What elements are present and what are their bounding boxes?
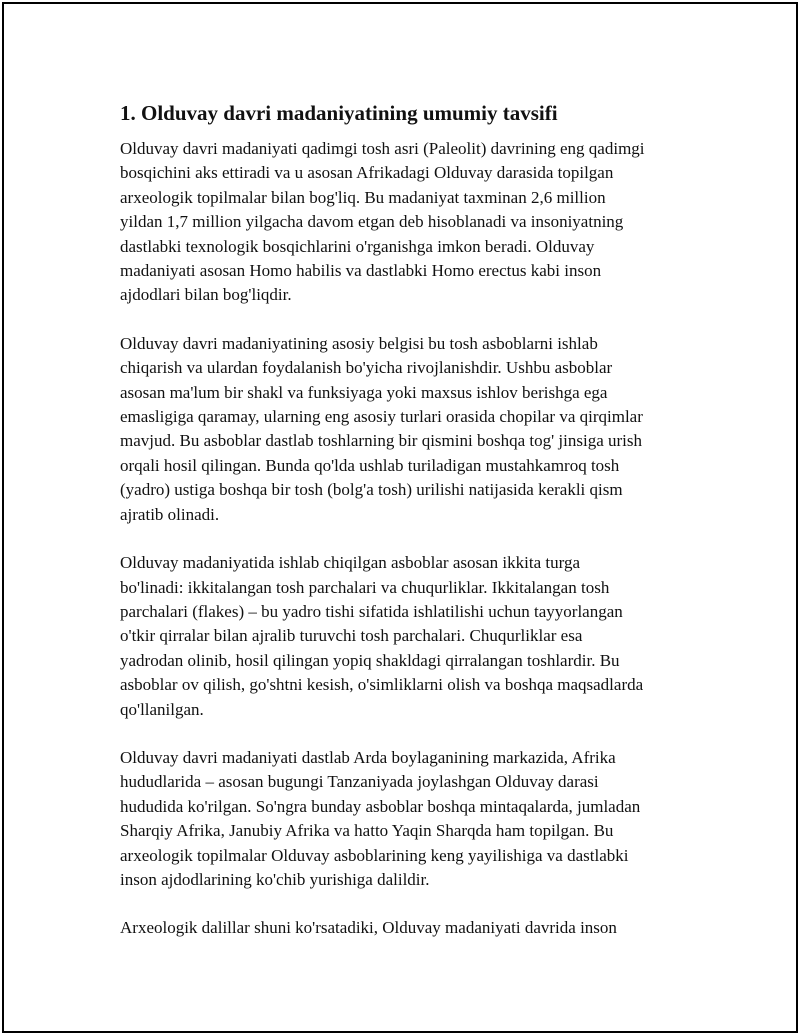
paragraph-line: parchalari (flakes) – bu yadro tishi sifatida ishlatilishi uchun tayyorlangan	[120, 601, 623, 621]
paragraph-line: bosqichini aks ettiradi va u asosan Afrikadagi Olduvay darasida topilgan	[120, 163, 614, 183]
paragraph-line: yildan 1,7 million yilgacha davom etgan deb hisoblanadi va insoniyatning	[120, 212, 624, 232]
paragraph-line: (yadro) ustiga boshqa bir tosh (bolg'a tosh) urilishi natijasida kerakli qism	[120, 480, 623, 500]
paragraph-line: madaniyati asosan Homo habilis va dastlabki Homo erectus kabi inson	[120, 261, 602, 281]
paragraph-line: Olduvay madaniyatida ishlab chiqilgan asboblar asosan ikkita turga	[120, 553, 580, 573]
paragraph-line: mavjud. Bu asboblar dastlab toshlarning bir qismini boshqa tog' jinsiga urish	[120, 431, 642, 451]
paragraph-line: asosan ma'lum bir shakl va funksiyaga yoki maxsus ishlov berishga ega	[120, 382, 608, 402]
paragraph-line: Sharqiy Afrika, Janubiy Afrika va hatto Yaqin Sharqda ham topilgan. Bu	[120, 821, 614, 841]
paragraph-line: hududida ko'rilgan. So'ngra bunday asboblar boshqa mintaqalarda, jumladan	[120, 796, 641, 816]
paragraph-line: Olduvay davri madaniyatining asosiy belgisi bu tosh asboblarni ishlab	[120, 333, 598, 353]
paragraph-line: o'tkir qirralar bilan ajralib turuvchi tosh parchalari. Chuqurliklar esa	[120, 626, 583, 646]
paragraph-3	[120, 551, 700, 722]
paragraph-line: dastlabki texnologik bosqichlarini o'rganishga imkon beradi. Olduvay	[120, 236, 595, 256]
paragraph-line: bo'linadi: ikkitalangan tosh parchalari va chuqurliklar. Ikkitalangan tosh	[120, 577, 610, 597]
paragraph-line: qo'llanilgan.	[120, 699, 204, 719]
paragraph-line: inson ajdodlarining ko'chib yurishiga dalildir.	[120, 869, 430, 889]
paragraph-5	[120, 916, 700, 940]
page-frame	[2, 2, 798, 1033]
paragraph-line: chiqarish va ulardan foydalanish bo'yicha rivojlanishdir. Ushbu asboblar	[120, 358, 613, 378]
paragraph-line: asboblar ov qilish, go'shtni kesish, o'simliklarni olish va boshqa maqsadlarda	[120, 675, 644, 695]
paragraph-2	[120, 332, 700, 527]
paragraph-line: yadrodan olinib, hosil qilingan yopiq shakldagi qirralangan toshlardir. Bu	[120, 650, 620, 670]
paragraph-line: arxeologik topilmalar Olduvay asboblarining keng yayilishiga va dastlabki	[120, 845, 629, 865]
paragraph-line: arxeologik topilmalar bilan bog'liq. Bu madaniyat taxminan 2,6 million	[120, 187, 606, 207]
paragraph-line: hududlarida – asosan bugungi Tanzaniyada joylashgan Olduvay darasi	[120, 772, 599, 792]
paragraph-line: emasligiga qaramay, ularning eng asosiy turlari orasida chopilar va qirqimlar	[120, 407, 643, 427]
paragraph-4	[120, 746, 700, 892]
document-body	[120, 100, 700, 965]
paragraph-line: Olduvay davri madaniyati dastlab Arda boylaganining markazida, Afrika	[120, 747, 616, 767]
paragraph-line: ajratib olinadi.	[120, 504, 220, 524]
paragraph-line: Olduvay davri madaniyati qadimgi tosh asri (Paleolit) davrining eng qadimgi	[120, 139, 645, 158]
paragraph-line: Arxeologik dalillar shuni ko'rsatadiki, Olduvay madaniyati davrida inson	[120, 918, 617, 938]
paragraph-1	[120, 137, 700, 308]
paragraph-line: orqali hosil qilingan. Bunda qo'lda ushlab turiladigan mustahkamroq tosh	[120, 455, 620, 475]
paragraph-line: ajdodlari bilan bog'liqdir.	[120, 285, 292, 305]
section-heading: 1. Olduvay davri madaniyatining umumiy tavsifi	[120, 101, 558, 125]
